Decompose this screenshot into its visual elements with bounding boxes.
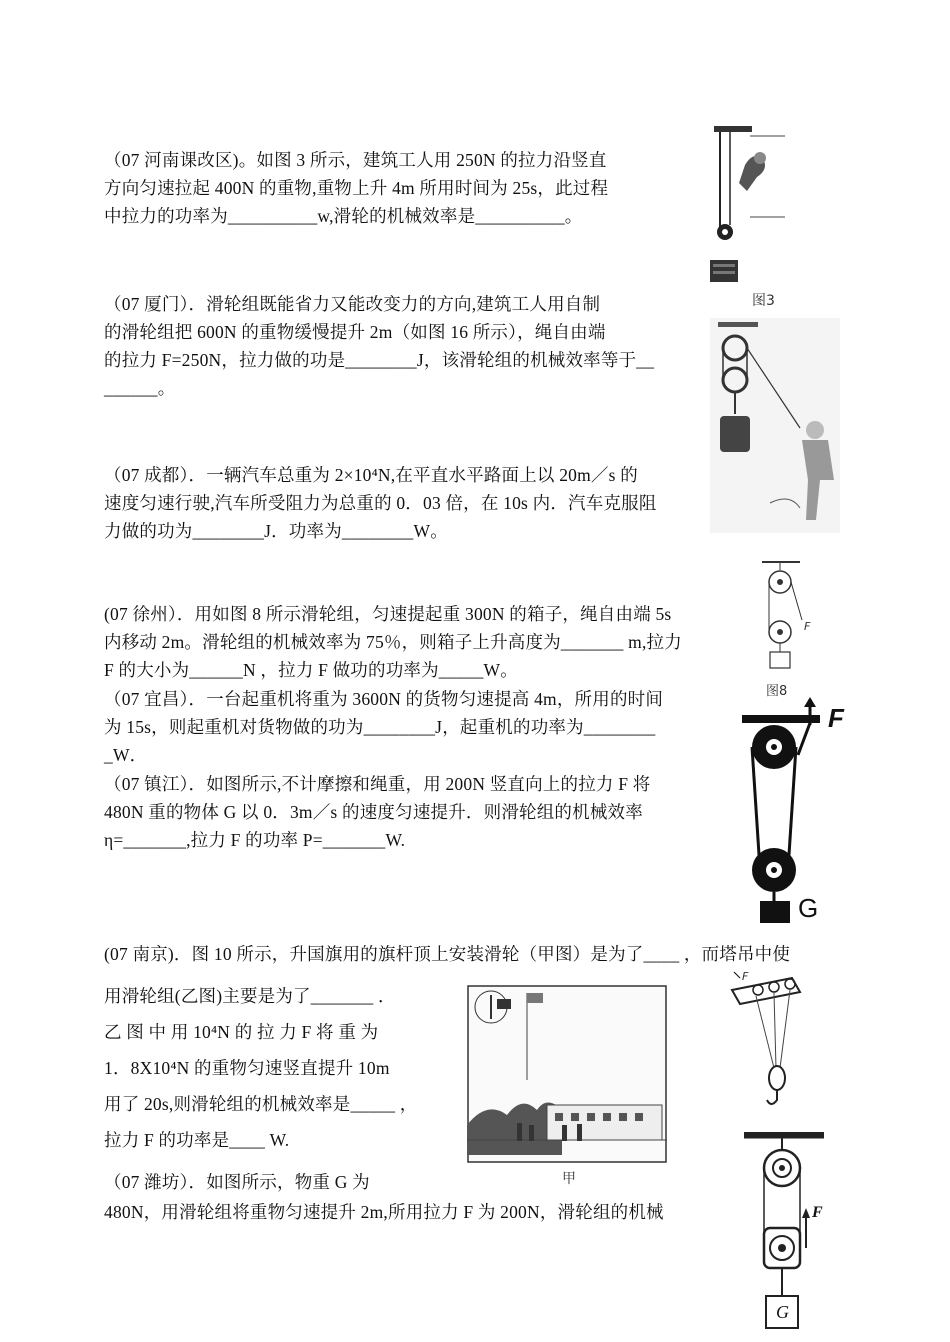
question-line: 480N，用滑轮组将重物匀速提升 2m,所用拉力 F 为 200N，滑轮组的机械 bbox=[104, 1202, 664, 1222]
question-line: 的拉力 F=250N，拉力做的功是________J，该滑轮组的机械效率等于__ bbox=[104, 350, 655, 370]
nanjing-flagpole-photo bbox=[467, 985, 667, 1163]
figure-3-pulley-worker bbox=[700, 120, 820, 310]
question-xiamen bbox=[104, 290, 654, 402]
question-line: ______。 bbox=[104, 378, 176, 398]
question-line: 内移动 2m。滑轮组的机械效率为 75％，则箱子上升高度为_______ m,拉力 bbox=[104, 632, 682, 652]
question-line: _W． bbox=[104, 745, 148, 765]
question-line: 乙 图 中 用 10⁴N 的 拉 力 F 将 重 为 bbox=[104, 1022, 379, 1042]
question-weifang bbox=[104, 1167, 664, 1227]
weifang-weight-label: G bbox=[776, 1302, 789, 1322]
question-line: 480N 重的物体 G 以 0．3m／s 的速度匀速提升．则滑轮组的机械效率 bbox=[104, 802, 643, 822]
question-line: 为 15s，则起重机对货物做的功为________J，起重机的功率为________ bbox=[104, 717, 656, 737]
question-line: 用了 20s,则滑轮组的机械效率是_____ ， bbox=[104, 1094, 418, 1114]
figure-8-pulley-system bbox=[752, 560, 812, 680]
question-line: 中拉力的功率为__________w,滑轮的机械效率是__________。 bbox=[104, 206, 583, 226]
question-line: η=_______,拉力 F 的功率 P=_______W. bbox=[104, 830, 406, 850]
question-xuzhou bbox=[104, 600, 682, 684]
question-chengdu bbox=[104, 461, 657, 545]
question-line: 方向匀速拉起 400N 的重物,重物上升 4m 所用时间为 25s，此过程 bbox=[104, 178, 609, 198]
question-line: 用滑轮组(乙图)主要是为了_______ ． bbox=[104, 986, 396, 1006]
question-line: F 的大小为______N ，拉力 F 做功的功率为_____W。 bbox=[104, 660, 518, 680]
question-line: (07 徐州）．用如图 8 所示滑轮组，匀速提起重 300N 的箱子，绳自由端 5s bbox=[104, 604, 672, 624]
question-line: （07 成都）．一辆汽车总重为 2×10⁴N,在平直水平路面上以 20m／s 的 bbox=[104, 465, 638, 485]
question-line: 速度匀速行驶,汽车所受阻力为总重的 0．03 倍，在 10s 内．汽车克服阻 bbox=[104, 493, 657, 513]
question-line: 拉力 F 的功率是____ W. bbox=[104, 1130, 290, 1150]
nanjing-force-label: F bbox=[742, 970, 749, 983]
question-line: 1．8X10⁴N 的重物匀速竖直提升 10m bbox=[104, 1058, 390, 1078]
figure-3-caption: 图3 bbox=[752, 293, 775, 309]
weifang-force-label: F bbox=[812, 1204, 823, 1221]
figure-8-caption: 图8 bbox=[766, 684, 788, 699]
question-line: 的滑轮组把 600N 的重物缓慢提升 2m（如图 16 所示），绳自由端 bbox=[104, 322, 606, 342]
zhenjiang-weight-label: G bbox=[798, 893, 819, 923]
nanjing-crane-pulley-figure bbox=[728, 968, 808, 1118]
question-line: （07 宜昌）．一台起重机将重为 3600N 的货物匀速提高 4m，所用的时间 bbox=[104, 689, 664, 709]
question-nanjing-first-line: (07 南京)．图 10 所示，升国旗用的旗杆顶上安装滑轮（甲图）是为了____ ，而塔吊中使 bbox=[104, 944, 791, 964]
nanjing-figure-caption: 甲 bbox=[562, 1171, 576, 1187]
question-line: 力做的功为________J．功率为________W。 bbox=[104, 521, 448, 541]
question-line: （07 河南课改区)。如图 3 所示，建筑工人用 250N 的拉力沿竖直 bbox=[104, 150, 607, 170]
question-henan bbox=[104, 146, 608, 230]
question-line: （07 潍坊）．如图所示，物重 G 为 bbox=[104, 1172, 370, 1192]
figure-16-pulley-block-worker bbox=[710, 318, 840, 533]
zhenjiang-force-label: F bbox=[828, 703, 844, 733]
question-line: （07 镇江）．如图所示,不计摩擦和绳重，用 200N 竖直向上的拉力 F 将 bbox=[104, 774, 651, 794]
question-yichang bbox=[104, 685, 663, 769]
question-zhenjiang bbox=[104, 770, 650, 854]
zhenjiang-pulley-figure bbox=[738, 695, 848, 927]
weifang-pulley-figure bbox=[740, 1128, 830, 1338]
question-nanjing bbox=[104, 978, 417, 1158]
question-line: （07 厦门）．滑轮组既能省力又能改变力的方向,建筑工人用自制 bbox=[104, 294, 601, 314]
figure-8-force-label: F bbox=[804, 620, 811, 633]
